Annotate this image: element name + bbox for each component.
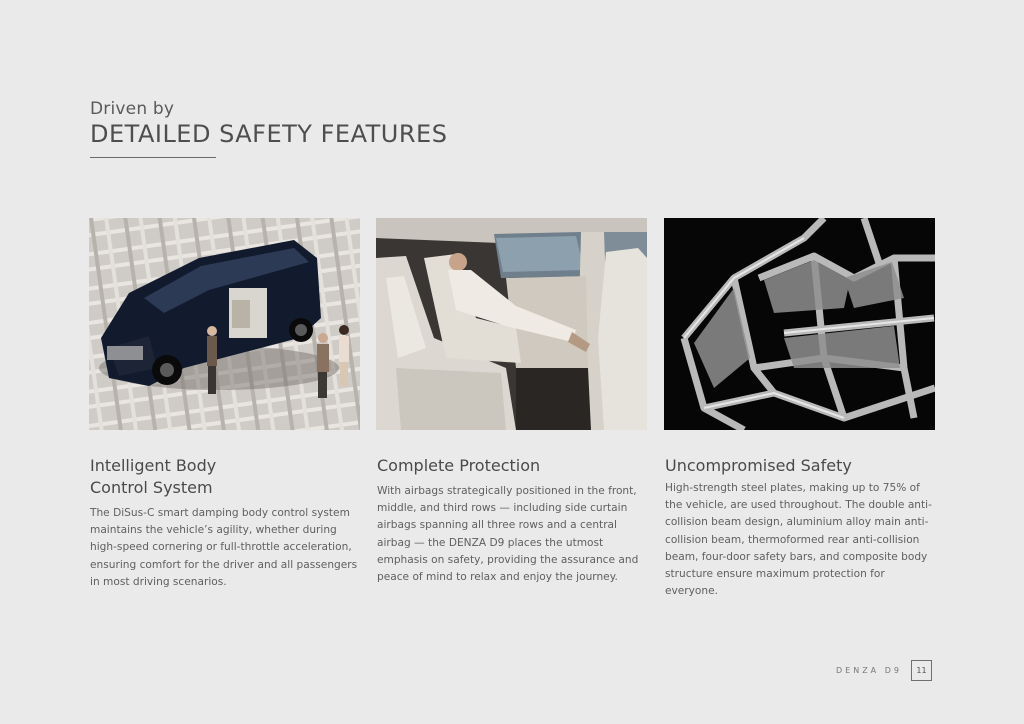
van-plaza-photo — [89, 218, 360, 430]
feature-description: High-strength steel plates, making up to 75% of the vehicle, are used throughout. The double anti-collision beam design, aluminium alloy main anti-collision beam, thermoformed rear anti-collision beam, four-door safety bars, and composite body structure ensure maximum protection for everyone. — [665, 482, 932, 598]
feature-title-line1: Intelligent Body — [90, 456, 217, 475]
feature-title-line1: Complete Protection — [377, 456, 541, 475]
body-frame-photo — [664, 218, 935, 430]
feature-title-line1: Uncompromised Safety — [665, 456, 852, 475]
eyebrow-text: Driven by — [90, 99, 175, 119]
title-divider — [90, 157, 216, 158]
page-number: 11 — [911, 660, 932, 681]
feature-title — [377, 455, 637, 477]
feature-title-line2: Control System — [90, 478, 213, 497]
feature-card-protection — [376, 218, 647, 584]
feature-card-safety — [664, 218, 935, 598]
page-title: DETAILED SAFETY FEATURES — [90, 120, 448, 148]
feature-title — [665, 455, 925, 477]
footer-brand: DENZA D9 — [836, 666, 902, 675]
feature-title — [90, 455, 350, 499]
feature-description: The DiSus-C smart damping body control system maintains the vehicle’s agility, whether during high-speed cornering or full-throttle acceleration, ensuring comfort for the driver and all passengers in most driving scenarios. — [90, 507, 358, 588]
cabin-interior-photo — [376, 218, 647, 430]
feature-card-body-control — [89, 218, 360, 588]
feature-description: With airbags strategically positioned in the front, middle, and third rows — including side curtain airbags spanning all three rows and a central airbag — the DENZA D9 places the utmost emphasis on safety, providing the assurance and peace of mind to relax and enjoy the journey. — [377, 485, 639, 584]
